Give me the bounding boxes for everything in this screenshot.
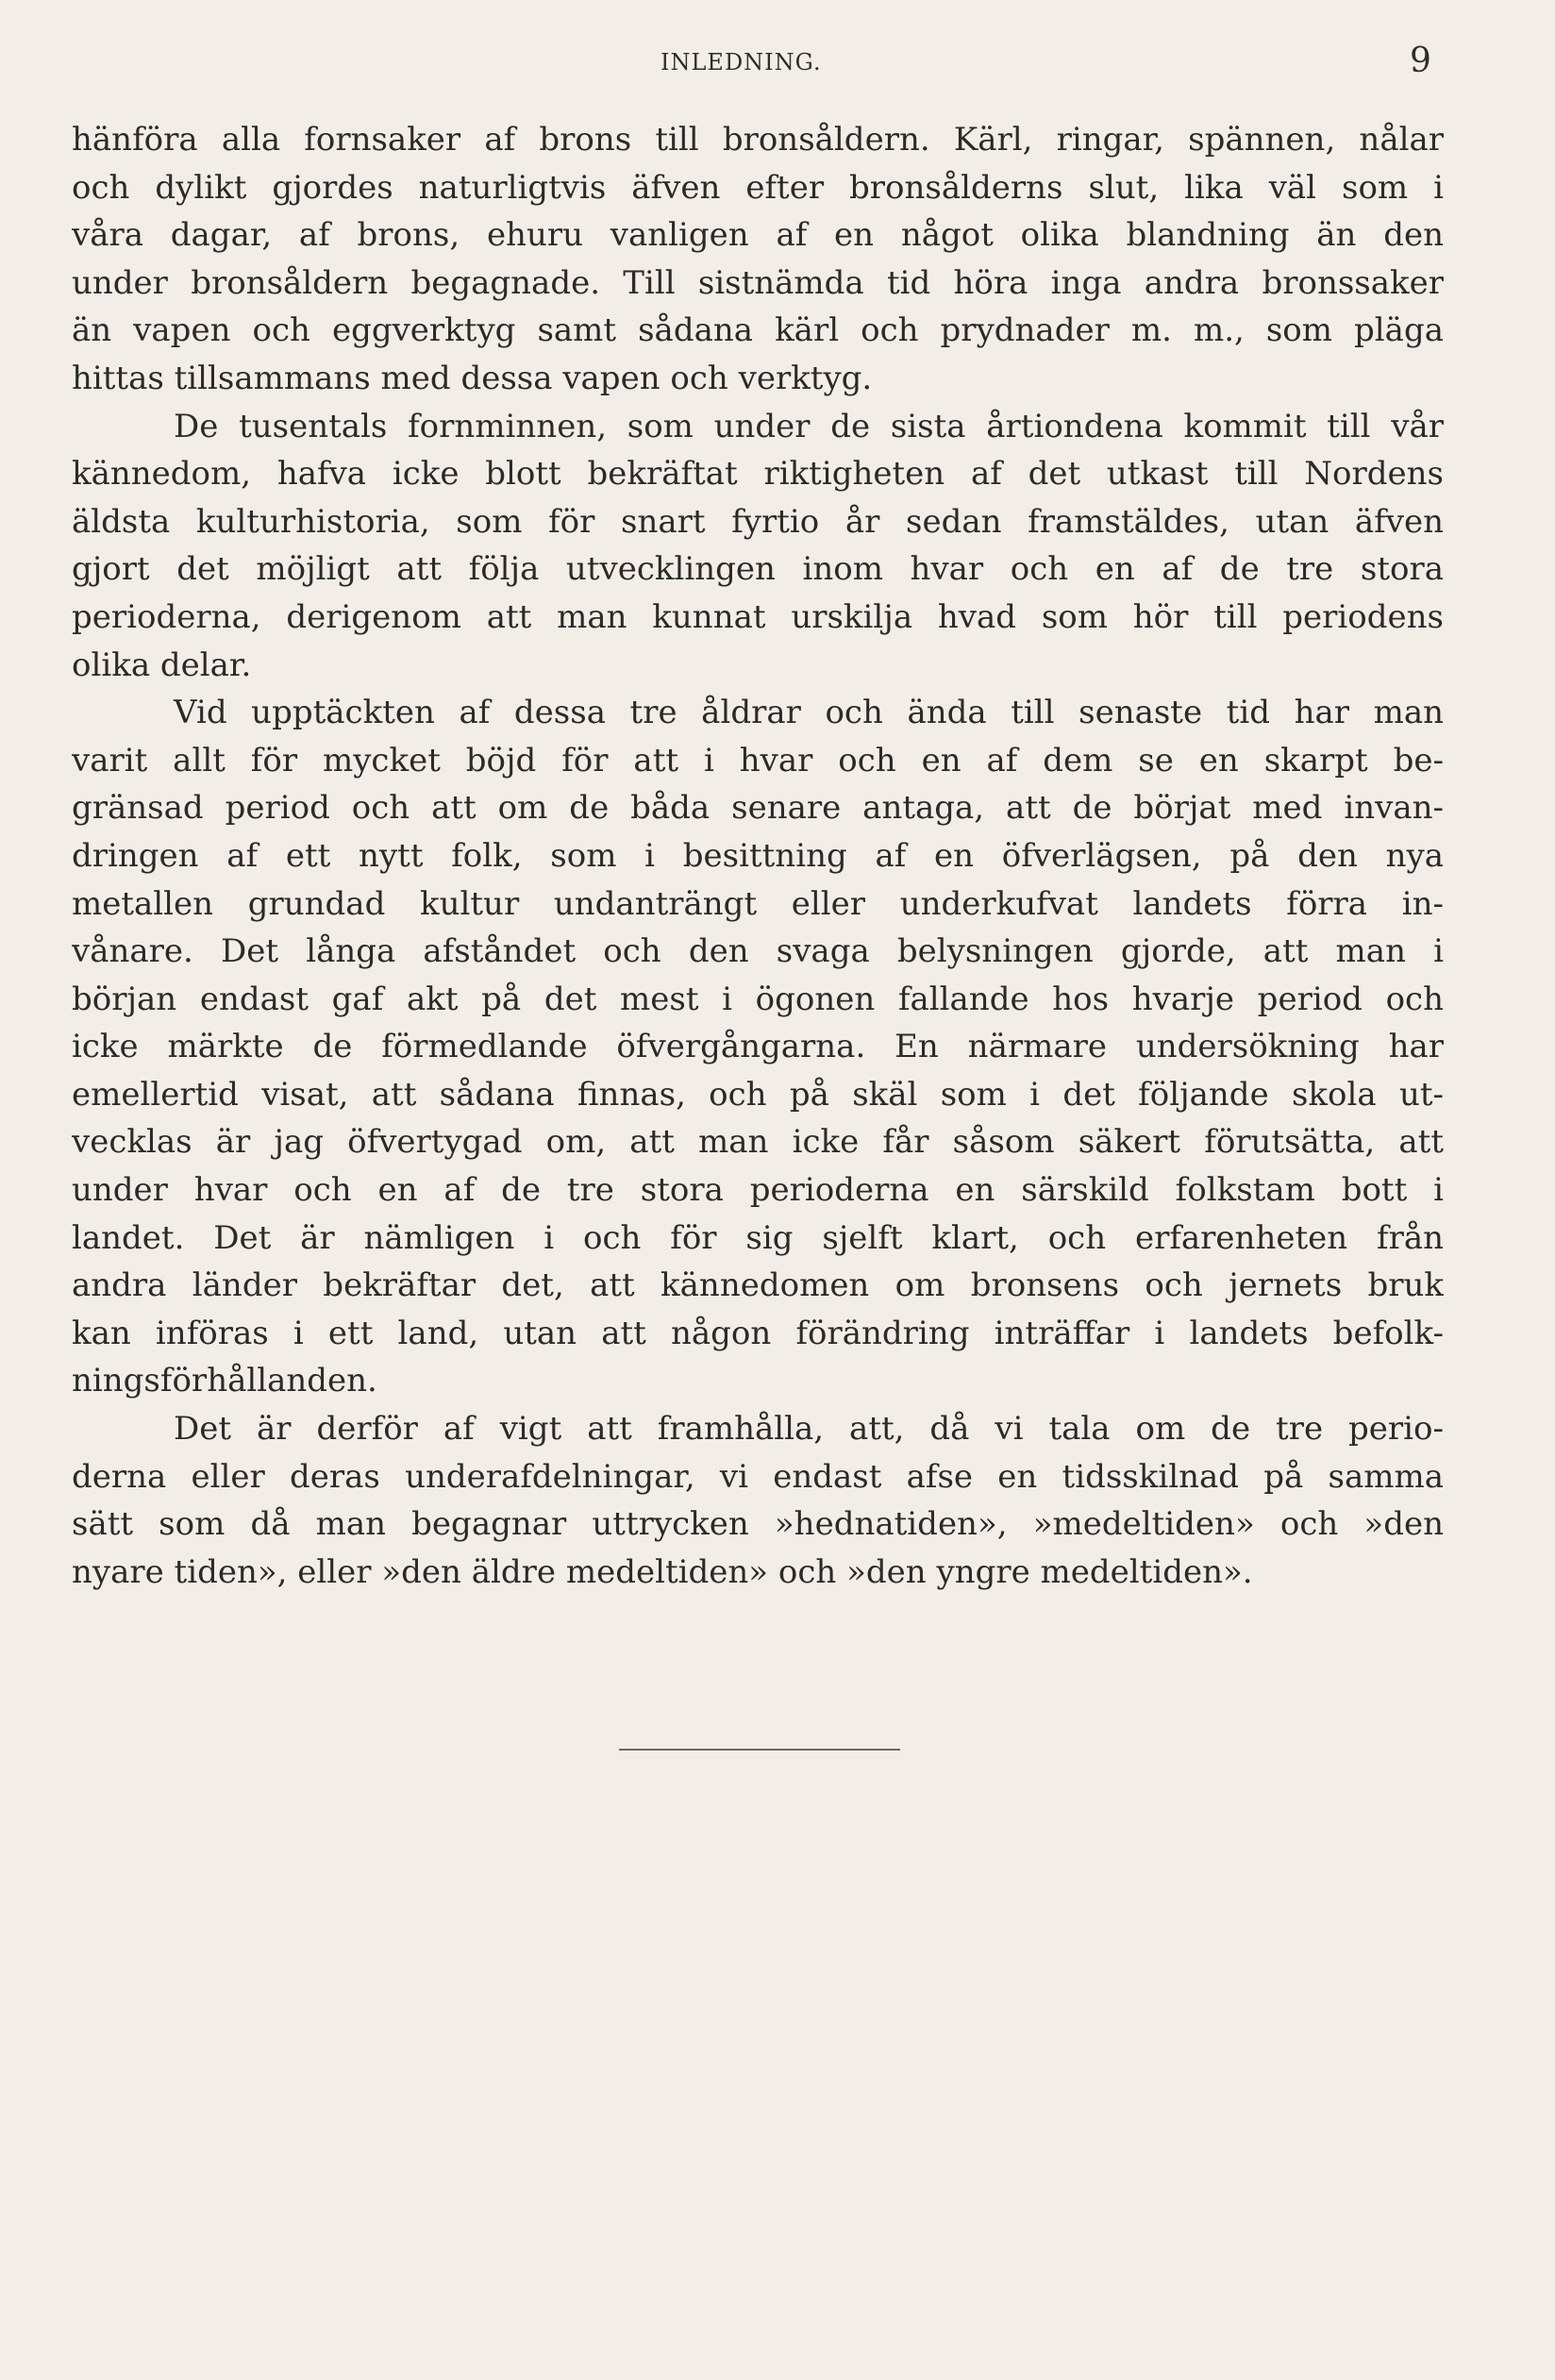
text-line: dringen af ett nytt folk, som i besittning af en öfverlägsen, på den nya <box>72 836 1444 875</box>
text-line: landet. Det är nämligen i och för sig sjelft klart, och erfarenheten från <box>72 1218 1444 1257</box>
text-line: sätt som då man begagnar uttrycken »hednatiden», »medeltiden» och »den <box>72 1505 1444 1544</box>
text-line: vånare. Det långa afståndet och den svaga belysningen gjorde, att man i <box>72 932 1444 971</box>
paragraph-first-line: Det är derför af vigt att framhålla, att, då vi tala om de tre perio- <box>174 1410 1444 1449</box>
text-line: kan införas i ett land, utan att någon förändring inträffar i landets befolk- <box>72 1314 1444 1352</box>
text-line: nyare tiden», eller »den äldre medeltiden» och »den yngre medeltiden». <box>72 1552 1253 1591</box>
text-line: perioderna, derigenom att man kunnat urskilja hvad som hör till periodens <box>72 597 1444 636</box>
text-line: och dylikt gjordes naturligtvis äfven efter bronsålderns slut, lika väl som i <box>72 168 1444 207</box>
text-line: vecklas är jag öfvertygad om, att man icke får såsom säkert förutsätta, att <box>72 1123 1444 1162</box>
text-line: våra dagar, af brons, ehuru vanligen af en något olika blandning än den <box>72 216 1444 255</box>
text-line: icke märkte de förmedlande öfvergångarna. En närmare undersökning har <box>72 1028 1444 1066</box>
text-line: metallen grundad kultur undanträngt eller underkufvat landets förra in- <box>72 884 1444 923</box>
text-line: hänföra alla fornsaker af brons till bronsåldern. Kärl, ringar, spännen, nålar <box>72 121 1444 159</box>
text-line: ningsförhållanden. <box>72 1362 377 1400</box>
paragraph-first-line: De tusentals fornminnen, som under de sista årtiondena kommit till vår <box>174 407 1444 445</box>
text-line: hittas tillsammans med dessa vapen och verktyg. <box>72 359 873 397</box>
text-line: äldsta kulturhistoria, som för snart fyrtio år sedan framstäldes, utan äfven <box>72 502 1444 541</box>
text-line: kännedom, hafva icke blott bekräftat riktigheten af det utkast till Nordens <box>72 455 1444 494</box>
text-line: olika delar. <box>72 645 252 684</box>
text-line: början endast gaf akt på det mest i ögonen fallande hos hvarje period och <box>72 980 1444 1018</box>
text-line: varit allt för mycket böjd för att i hvar och en af dem se en skarpt be- <box>72 741 1444 779</box>
text-line: derna eller deras underafdelningar, vi endast afse en tidsskilnad på samma <box>72 1457 1444 1496</box>
text-line: under hvar och en af de tre stora perioderna en särskild folkstam bott i <box>72 1171 1444 1210</box>
body-text <box>72 116 1444 1596</box>
section-rule <box>619 1749 900 1751</box>
paragraph-first-line: Vid upptäckten af dessa tre åldrar och ända till senaste tid har man <box>174 694 1444 732</box>
text-line: gränsad period och att om de båda senare antaga, att de börjat med invan- <box>72 789 1444 828</box>
text-line: andra länder bekräftar det, att kännedomen om bronsens och jernets bruk <box>72 1266 1444 1305</box>
text-line: gjort det möjligt att följa utvecklingen inom hvar och en af de tre stora <box>72 550 1444 589</box>
page-number: 9 <box>1410 42 1431 80</box>
text-line: än vapen och eggverktyg samt sådana kärl och prydnader m. m., som pläga <box>72 311 1444 350</box>
text-line: emellertid visat, att sådana finnas, och på skäl som i det följande skola ut- <box>72 1075 1444 1114</box>
text-line: under bronsåldern begagnade. Till sistnämda tid höra inga andra bronssaker <box>72 263 1444 302</box>
running-head: INLEDNING. <box>660 49 822 75</box>
